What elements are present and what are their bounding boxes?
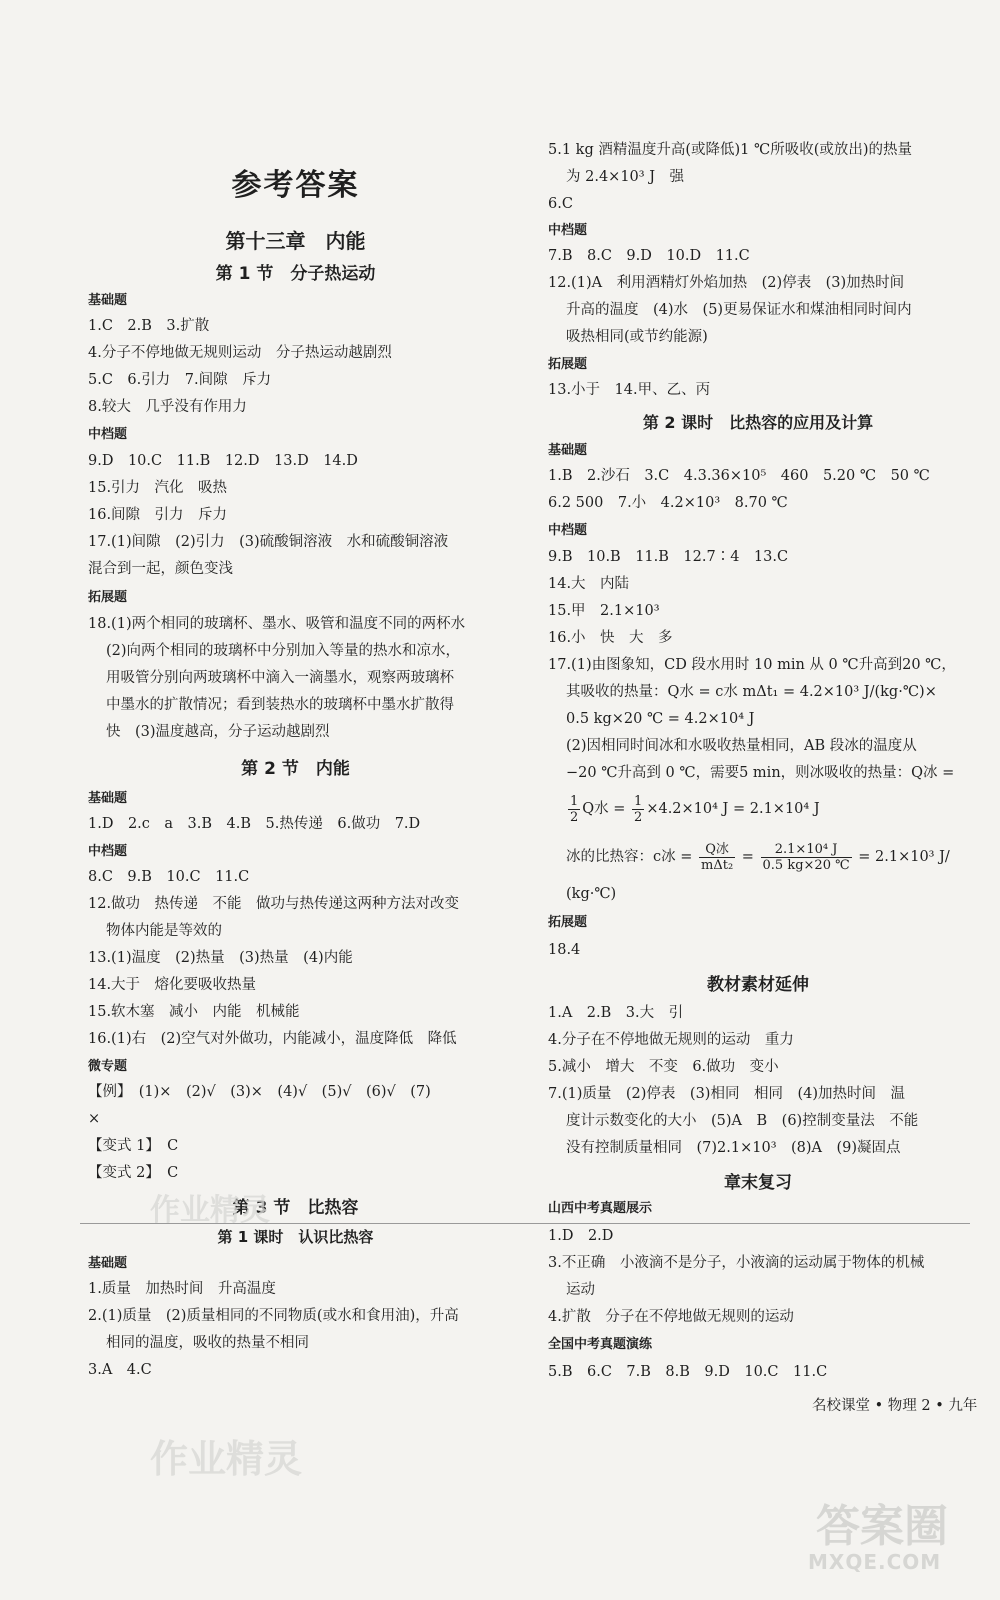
answer-line: 吸热相同(或节约能源): [566, 329, 708, 345]
answer-line: 6.C: [548, 196, 573, 212]
answer-line: 【变式 2】 C: [88, 1165, 179, 1181]
section-label-extension: 拓展题: [88, 590, 128, 605]
section-label-medium: 中档题: [548, 223, 588, 238]
answer-line: 4.分子在不停地做无规则的运动 重力: [548, 1032, 794, 1048]
answer-line: 0.5 kg×20 ℃ = 4.2×10⁴ J: [566, 711, 755, 727]
answer-line: 7.(1)质量 (2)停表 (3)相同 相同 (4)加热时间 温: [548, 1086, 905, 1102]
answer-line: 16.间隙 引力 斥力: [88, 507, 228, 523]
answer-line: 7.B 8.C 9.D 10.D 11.C: [548, 248, 750, 264]
answer-line: 5.1 kg 酒精温度升高(或降低)1 ℃所吸收(或放出)的热量: [548, 142, 913, 158]
answer-line: 6.2 500 7.小 4.2×10³ 8.70 ℃: [548, 495, 788, 511]
section-label-medium: 中档题: [548, 523, 588, 538]
watermark-url: MXQE.COM: [808, 1550, 942, 1574]
answer-line: 5.减小 增大 不变 6.做功 变小: [548, 1059, 779, 1075]
answer-line: 18.4: [548, 942, 581, 958]
answer-line: 1.D 2.D: [548, 1228, 614, 1244]
section-title-3: 第 3 节 比热容: [232, 1198, 359, 1218]
answer-line: 升高的温度 (4)水 (5)更易保证水和煤油相同时间内: [566, 302, 912, 318]
answer-line: 【例】 (1)× (2)√ (3)× (4)√ (5)√ (6)√ (7): [88, 1084, 431, 1100]
answer-line: 1.A 2.B 3.大 引: [548, 1005, 684, 1021]
answer-line: ×: [88, 1111, 101, 1127]
answer-line: (2)向两个相同的玻璃杯中分别加入等量的热水和凉水，: [106, 643, 461, 659]
answer-line: 1.B 2.沙石 3.C 4.3.36×10⁵ 460 5.20 ℃ 50 ℃: [548, 468, 930, 484]
fraction-half: $\frac{1}{2}$: [570, 793, 579, 825]
answer-line: 混合到一起，颜色变浅: [88, 561, 233, 577]
answer-line: 没有控制质量相同 (7)2.1×10³ (8)A (9)凝固点: [566, 1140, 901, 1156]
lesson-title-1: 第 1 课时 认识比热容: [217, 1228, 374, 1246]
formula-line-2: 冰的比热容：c冰 = $\frac{\text{Q冰}}{\text{mΔt₂}}$ = $\frac{\text{2.1×10⁴ J}}{0.5 kg\times 20 ℃}$ = 2.1×10³ J/: [566, 841, 950, 873]
answer-line: 8.C 9.B 10.C 11.C: [88, 869, 250, 885]
watermark-text: 作业精灵: [150, 1193, 270, 1228]
answer-line: 9.B 10.B 11.B 12.7∶4 13.C: [548, 549, 789, 565]
formula-line-1: $\frac{1}{2}$ Q水 = $\frac{1}{2}$ ×4.2×10⁴ J = 2.1×10⁴ J: [570, 793, 820, 825]
answer-line: (kg·℃): [566, 886, 617, 902]
answer-line: 其吸收的热量：Q水 = c水 mΔt₁ = 4.2×10³ J/(kg·℃)×: [566, 684, 937, 700]
watermark-text: 作业精灵: [150, 1437, 303, 1481]
answer-line: 运动: [566, 1282, 595, 1298]
answer-line: 15.引力 汽化 吸热: [88, 480, 228, 496]
answer-line: 5.C 6.引力 7.间隙 斥力: [88, 372, 272, 388]
answer-line: 16.(1)右 (2)空气对外做功，内能减小，温度降低 降低: [88, 1031, 457, 1047]
answer-line: 18.(1)两个相同的玻璃杯、墨水、吸管和温度不同的两杯水: [88, 616, 466, 632]
answer-line: 17.(1)由图象知，CD 段水用时 10 min 从 0 ℃升高到20 ℃，: [548, 657, 956, 673]
answer-line: (2)因相同时间冰和水吸收热量相同，AB 段冰的温度从: [566, 738, 917, 754]
fraction-specific-heat: $\frac{\text{Q冰}}{\text{mΔt₂}}$: [701, 841, 734, 873]
answer-line: 9.D 10.C 11.B 12.D 13.D 14.D: [88, 453, 358, 469]
answer-line: 16.小 快 大 多: [548, 630, 673, 646]
answer-line: 14.大 内陆: [548, 576, 630, 592]
answer-line: 1.C 2.B 3.扩散: [88, 318, 210, 334]
section-label-medium: 中档题: [88, 427, 128, 442]
answer-line: 物体内能是等效的: [106, 923, 222, 939]
answer-line: 15.软木塞 减小 内能 机械能: [88, 1004, 300, 1020]
answer-line: 14.大于 熔化要吸收热量: [88, 977, 257, 993]
answer-line: 为 2.4×10³ J 强: [566, 169, 685, 185]
section-title-2: 第 2 节 内能: [241, 759, 350, 779]
answer-line: 中墨水的扩散情况；看到装热水的玻璃杯中墨水扩散得: [106, 697, 454, 713]
section-label-national: 全国中考真题演练: [548, 1337, 653, 1352]
answer-line: 15.甲 2.1×10³: [548, 603, 660, 619]
answer-line: 12.做功 热传递 不能 做功与热传递这两种方法对改变: [88, 896, 460, 912]
section-label-micro: 微专题: [88, 1059, 128, 1074]
section-label-medium: 中档题: [88, 844, 128, 859]
answer-line: 用吸管分别向两玻璃杯中滴入一滴墨水，观察两玻璃杯: [106, 670, 454, 686]
section-label-basic: 基础题: [548, 443, 588, 458]
section-label-shanxi: 山西中考真题展示: [548, 1201, 653, 1216]
answer-line: 度计示数变化的大小 (5)A B (6)控制变量法 不能: [566, 1113, 919, 1129]
answer-line: 17.(1)间隙 (2)引力 (3)硫酸铜溶液 水和硫酸铜溶液: [88, 534, 449, 550]
answer-line: 3.A 4.C: [88, 1362, 152, 1378]
page-footer: 名校课堂 • 物理 2 • 九年: [812, 1398, 978, 1414]
fraction-values: $\frac{\text{2.1×10⁴ J}}{0.5 kg\times 20 ℃}$: [762, 841, 850, 873]
answer-line: −20 ℃升高到 0 ℃，需要5 min，则冰吸收的热量：Q冰 =: [566, 765, 955, 781]
answer-line: 13.(1)温度 (2)热量 (3)热量 (4)内能: [88, 950, 353, 966]
answer-line: 5.B 6.C 7.B 8.B 9.D 10.C 11.C: [548, 1364, 828, 1380]
section-title-review: 章末复习: [724, 1173, 792, 1193]
watermark-logo-text: 答案圈: [816, 1501, 948, 1552]
section-label-basic: 基础题: [88, 293, 128, 308]
section-label-extension: 拓展题: [548, 357, 588, 372]
answer-line: 1.D 2.c a 3.B 4.B 5.热传递 6.做功 7.D: [88, 816, 421, 832]
section-label-extension: 拓展题: [548, 915, 588, 930]
page-title: 参考答案: [231, 168, 360, 203]
answer-line: 4.分子不停地做无规则运动 分子热运动越剧烈: [88, 345, 392, 361]
watermark-logo: [808, 1480, 968, 1585]
answer-line: 【变式 1】 C: [88, 1138, 179, 1154]
answer-line: 相同的温度，吸收的热量不相同: [106, 1335, 309, 1351]
answer-line: 2.(1)质量 (2)质量相同的不同物质(或水和食用油)，升高: [88, 1308, 459, 1324]
answer-line: 快 (3)温度越高，分子运动越剧烈: [106, 724, 330, 740]
lesson-title-2: 第 2 课时 比热容的应用及计算: [642, 413, 874, 432]
answer-line: 13.小于 14.甲、乙、丙: [548, 382, 711, 398]
answer-line: 1.质量 加热时间 升高温度: [88, 1281, 276, 1297]
fraction-half: $\frac{1}{2}$: [634, 793, 643, 825]
section-title-extension: 教材素材延伸: [707, 975, 809, 995]
section-label-basic: 基础题: [88, 791, 128, 806]
section-label-basic: 基础题: [88, 1256, 128, 1271]
answer-line: 8.较大 几乎没有作用力: [88, 399, 247, 415]
section-title-1: 第 1 节 分子热运动: [215, 264, 376, 284]
answer-line: 3.不正确 小液滴不是分子，小液滴的运动属于物体的机械: [548, 1255, 925, 1271]
answer-line: 12.(1)A 利用酒精灯外焰加热 (2)停表 (3)加热时间: [548, 275, 905, 291]
chapter-title: 第十三章 内能: [225, 229, 366, 253]
answer-line: 4.扩散 分子在不停地做无规则的运动: [548, 1309, 794, 1325]
